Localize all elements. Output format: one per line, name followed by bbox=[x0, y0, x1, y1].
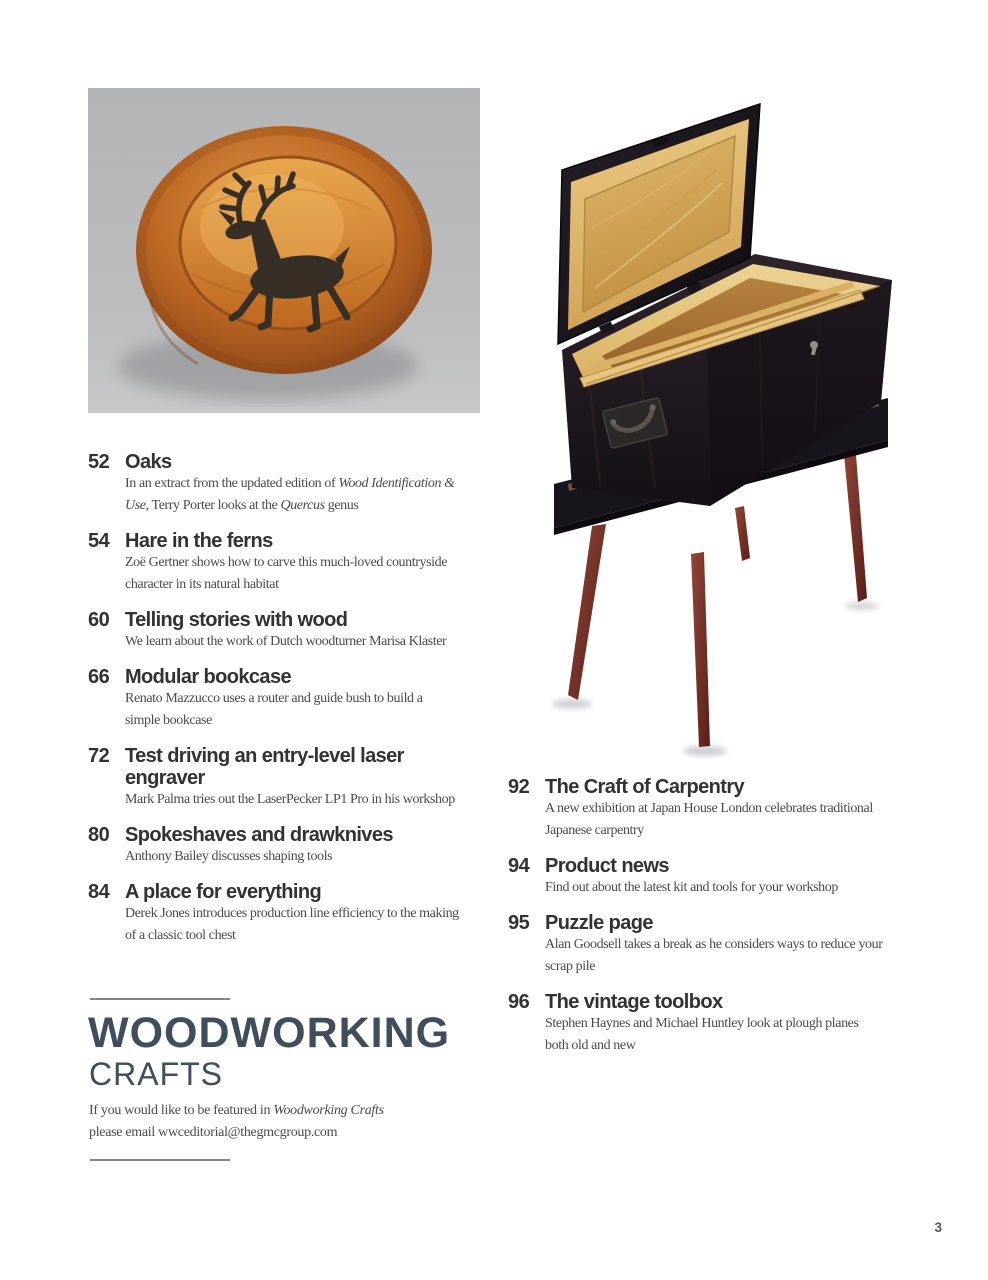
toc-entry bbox=[508, 991, 918, 1057]
toc-entry-description: Alan Goodsell takes a break as he considers ways to reduce your scrap pile bbox=[545, 937, 883, 974]
toc-entry-description: In an extract from the updated edition of Wood Identification & Use, Terry Porter looks at the Quercus genus bbox=[125, 476, 455, 513]
toc-entry-page-number: 94 bbox=[508, 855, 530, 877]
toc-entry-description: Find out about the latest kit and tools for your workshop bbox=[545, 880, 838, 895]
floor-shadows bbox=[552, 602, 879, 756]
toc-entry-title: Hare in the ferns bbox=[125, 530, 273, 552]
toc-entry-description: Renato Mazzucco uses a router and guide bush to build a simple bookcase bbox=[125, 691, 423, 728]
magazine-brand-block bbox=[88, 998, 468, 1161]
brand-title: WOODWORKING bbox=[88, 1009, 451, 1057]
toc-entry-title: A place for everything bbox=[125, 881, 322, 903]
toc-entry-description: A new exhibition at Japan House London celebrates traditional Japanese carpentry bbox=[545, 801, 873, 838]
brand-rule-top bbox=[90, 998, 230, 1000]
toc-entry-page-number: 95 bbox=[508, 912, 530, 934]
toc-entry-page-number: 72 bbox=[88, 745, 110, 767]
toc-entry-page-number: 60 bbox=[88, 609, 110, 631]
toc-entry bbox=[88, 881, 490, 947]
toc-entry-page-number: 84 bbox=[88, 881, 110, 903]
toc-entry-title: Test driving an entry-level laser engraver bbox=[125, 745, 404, 789]
toc-entry-page-number: 52 bbox=[88, 451, 110, 473]
toc-entry-title: Modular bookcase bbox=[125, 666, 291, 688]
toc-entry bbox=[88, 824, 490, 868]
toc-entry-title: Spokeshaves and drawknives bbox=[125, 824, 393, 846]
wooden-bowl bbox=[136, 126, 432, 374]
toc-left-column bbox=[88, 451, 490, 960]
tool-chest-illustration bbox=[510, 88, 900, 758]
reindeer-platter-illustration bbox=[88, 88, 480, 413]
toc-entry bbox=[508, 776, 918, 842]
page-number: 3 bbox=[934, 1220, 942, 1235]
toc-entry-description: Zoë Gertner shows how to carve this much-loved countryside character in its natural habitat bbox=[125, 555, 448, 592]
toc-entry bbox=[508, 912, 918, 978]
toc-entry-page-number: 66 bbox=[88, 666, 110, 688]
toc-entry-title: The Craft of Carpentry bbox=[545, 776, 745, 798]
toc-entry bbox=[88, 745, 490, 811]
brand-rule-bottom bbox=[90, 1159, 230, 1161]
toc-entry bbox=[88, 666, 490, 732]
toc-entry-title: Puzzle page bbox=[545, 912, 653, 934]
toc-entry-description: Stephen Haynes and Michael Huntley look at plough planes both old and new bbox=[545, 1016, 859, 1053]
toc-entry-description: We learn about the work of Dutch woodturner Marisa Klaster bbox=[125, 634, 447, 649]
toc-entry bbox=[508, 855, 918, 899]
toc-entry-page-number: 54 bbox=[88, 530, 110, 552]
toc-entry-page-number: 96 bbox=[508, 991, 530, 1013]
toc-entry-description: Anthony Bailey discusses shaping tools bbox=[125, 849, 333, 864]
brand-note: If you would like to be featured in Woodworking Crafts please email wwceditorial@thegmcgroup.com bbox=[89, 1103, 384, 1140]
toc-right-column bbox=[508, 776, 918, 1070]
tool-chest-photo bbox=[510, 88, 900, 758]
toc-entry-page-number: 80 bbox=[88, 824, 110, 846]
toc-entry bbox=[88, 451, 490, 517]
toc-entry-title: Telling stories with wood bbox=[125, 609, 348, 631]
brand-subtitle: CRAFTS bbox=[89, 1056, 223, 1092]
toc-entry-title: Oaks bbox=[125, 451, 172, 473]
toc-entry-page-number: 92 bbox=[508, 776, 530, 798]
toc-entry-title: Product news bbox=[545, 855, 669, 877]
toc-entry bbox=[88, 609, 490, 653]
toc-entry-title: The vintage toolbox bbox=[545, 991, 723, 1013]
toc-entry bbox=[88, 530, 490, 596]
toc-entry-description: Derek Jones introduces production line efficiency to the making of a classic tool chest bbox=[125, 906, 459, 943]
toc-entry-description: Mark Palma tries out the LaserPecker LP1 Pro in his workshop bbox=[125, 792, 455, 807]
reindeer-platter-photo bbox=[88, 88, 480, 413]
